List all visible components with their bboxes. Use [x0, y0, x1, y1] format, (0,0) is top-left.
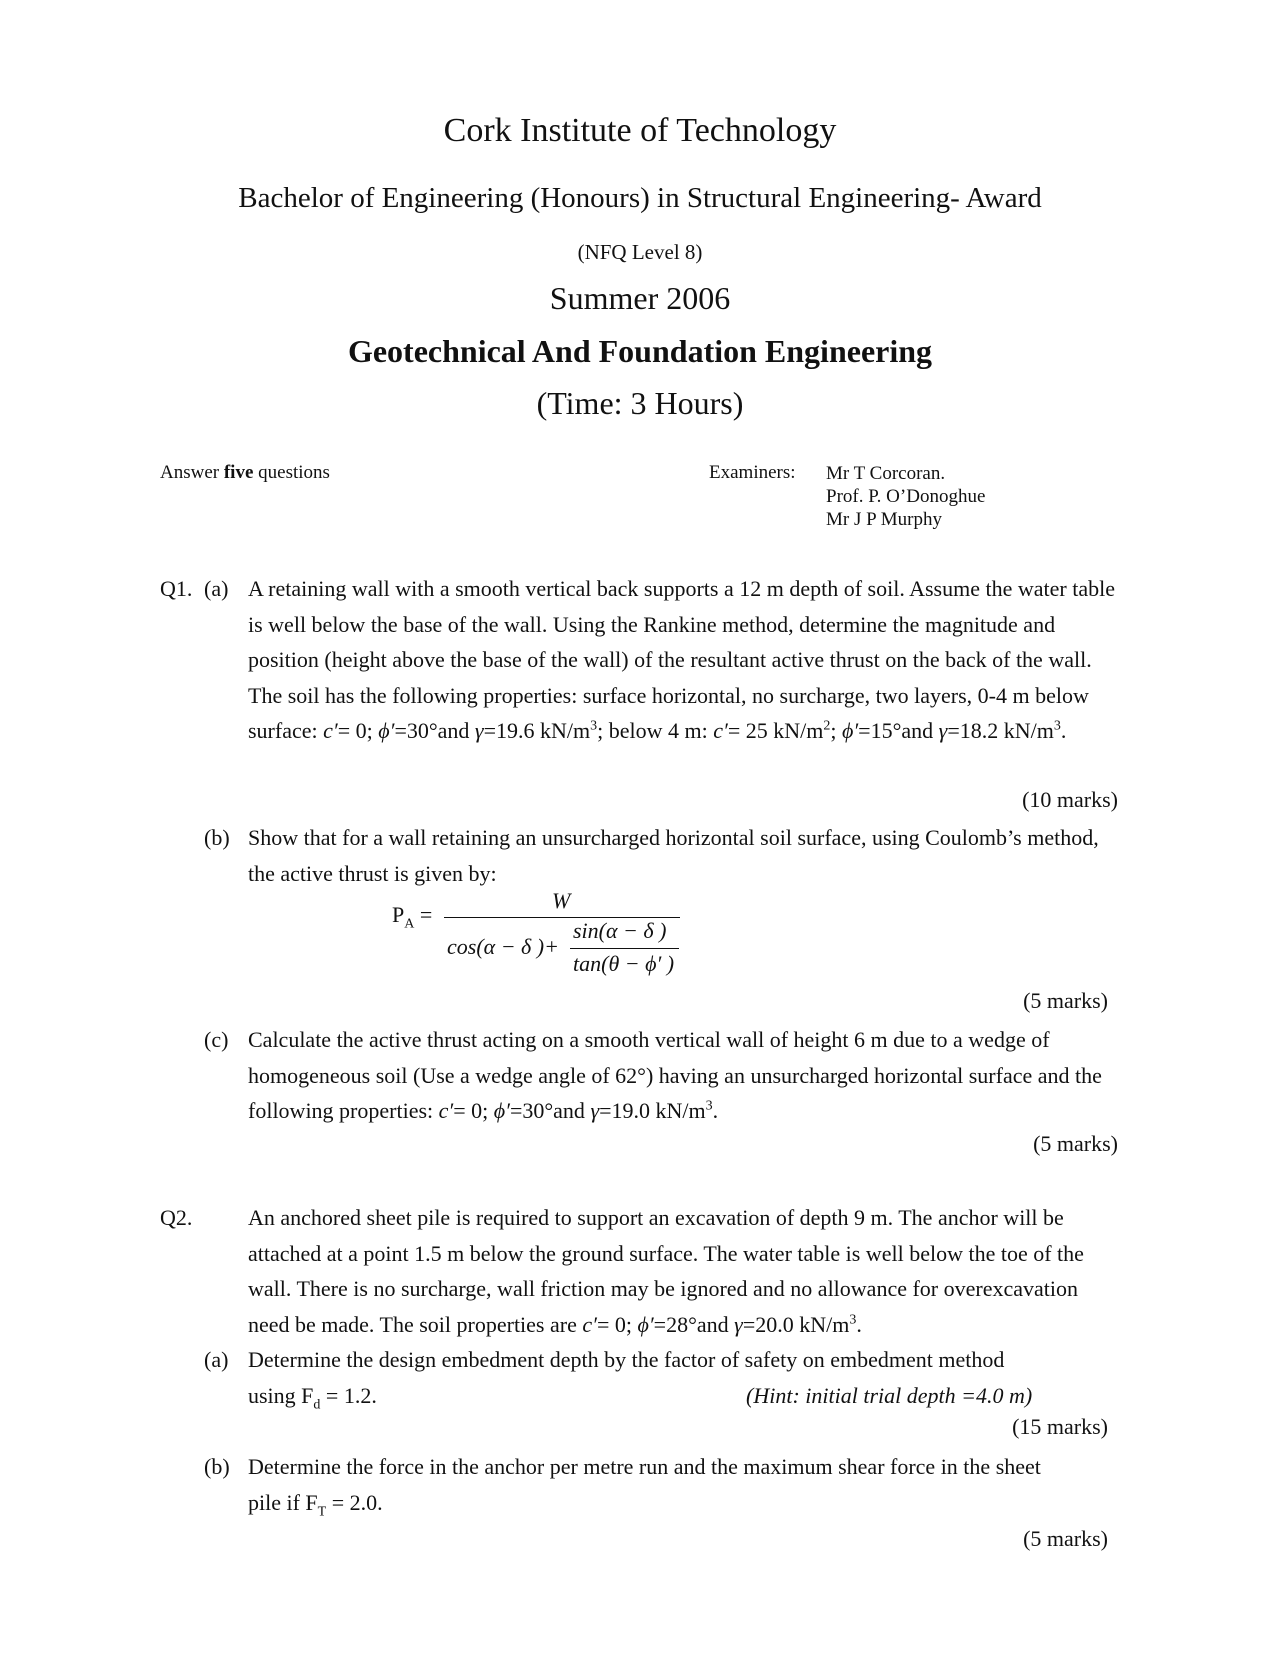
- examiner-name: Mr J P Murphy: [826, 509, 942, 530]
- question-text: An anchored sheet pile is required to support an excavation of depth 9 m. The anchor will be attached at a point 1.5 m below the ground surface. The water table is well below the toe of the wall. There is no surcharge, wall friction may be ignored and no allowance for overexcavation need be made. The soil properties are c′= 0; ϕ′=28°and γ=20.0 $kN/m^3$.: [248, 1205, 1084, 1337]
- part-label: (b): [204, 825, 230, 850]
- marks: (10 marks): [1022, 787, 1118, 812]
- examiners-label: Examiners:: [709, 462, 796, 483]
- formula-lhs: $P_A$ =: [392, 902, 433, 932]
- formula-inner-numerator: sin(α − δ ): [573, 918, 667, 943]
- question-number: Q1.: [160, 576, 193, 601]
- question-text: pile if $F_T = 2.0$.: [248, 1490, 383, 1520]
- nfq-level: (NFQ Level 8): [577, 240, 703, 264]
- examiner-name: Prof. P. O’Donoghue: [826, 486, 986, 507]
- marks: (15 marks): [1012, 1414, 1108, 1439]
- examiners-list: [826, 462, 985, 531]
- marks: (5 marks): [1033, 1131, 1118, 1156]
- exam-session: Summer 2006: [549, 280, 731, 316]
- question-text: Determine the force in the anchor per metre run and the maximum shear force in the sheet: [248, 1454, 1041, 1479]
- question-text: Calculate the active thrust acting on a smooth vertical wall of height 6 m due to a wedge of homogeneous soil (Use a wedge angle of 62°) having an unsurcharged horizontal surface and the following properties: c′= 0; ϕ′=30°and γ=19.0 $kN/m^3$.: [248, 1027, 1102, 1123]
- marks: (5 marks): [1023, 988, 1108, 1013]
- part-label: (c): [204, 1027, 229, 1052]
- question-text: Show that for a wall retaining an unsurcharged horizontal soil surface, using Coulomb’s method, the active thrust is given by:: [248, 825, 1099, 886]
- part-label: (b): [204, 1454, 230, 1479]
- question-text: Determine the design embedment depth by the factor of safety on embedment method: [248, 1347, 1005, 1372]
- examiner-name: Mr T Corcoran.: [826, 463, 946, 484]
- hint-text: (Hint: initial trial depth =4.0 m): [746, 1383, 1033, 1408]
- exam-duration: (Time: 3 Hours): [536, 385, 744, 421]
- marks: (5 marks): [1023, 1526, 1108, 1551]
- formula-inner-denominator: tan(θ − ϕ′ ): [573, 951, 675, 976]
- part-label: (a): [204, 576, 229, 601]
- part-label: (a): [204, 1347, 229, 1372]
- answer-instruction: Answer five questions: [160, 462, 330, 483]
- programme-title: Bachelor of Engineering (Honours) in Structural Engineering- Award: [238, 182, 1042, 214]
- question-text: using $F_d = 1.2$.: [248, 1383, 377, 1413]
- subject-title: Geotechnical And Foundation Engineering: [347, 333, 933, 369]
- formula-numerator: W: [552, 888, 571, 913]
- institute-title: Cork Institute of Technology: [443, 112, 837, 149]
- formula-denominator: cos(α − δ )+: [447, 934, 559, 959]
- question-text: A retaining wall with a smooth vertical back supports a 12 m depth of soil. Assume the water table is well below the base of the wall. Using the Rankine method, determine the magnitude and position (height above the base of the wall) of the resultant active thrust on the back of the wall. The soil has the following properties: surface horizontal, no surcharge, two layers, 0-4 m below surface: c′= 0; ϕ′=30°and γ=19.6 $kN/m^3$; below 4 m: c′= 25 $kN/m^2$; ϕ′=15°and γ=18.2 $kN/m^3$.: [248, 576, 1115, 743]
- question-number: Q2.: [160, 1205, 193, 1230]
